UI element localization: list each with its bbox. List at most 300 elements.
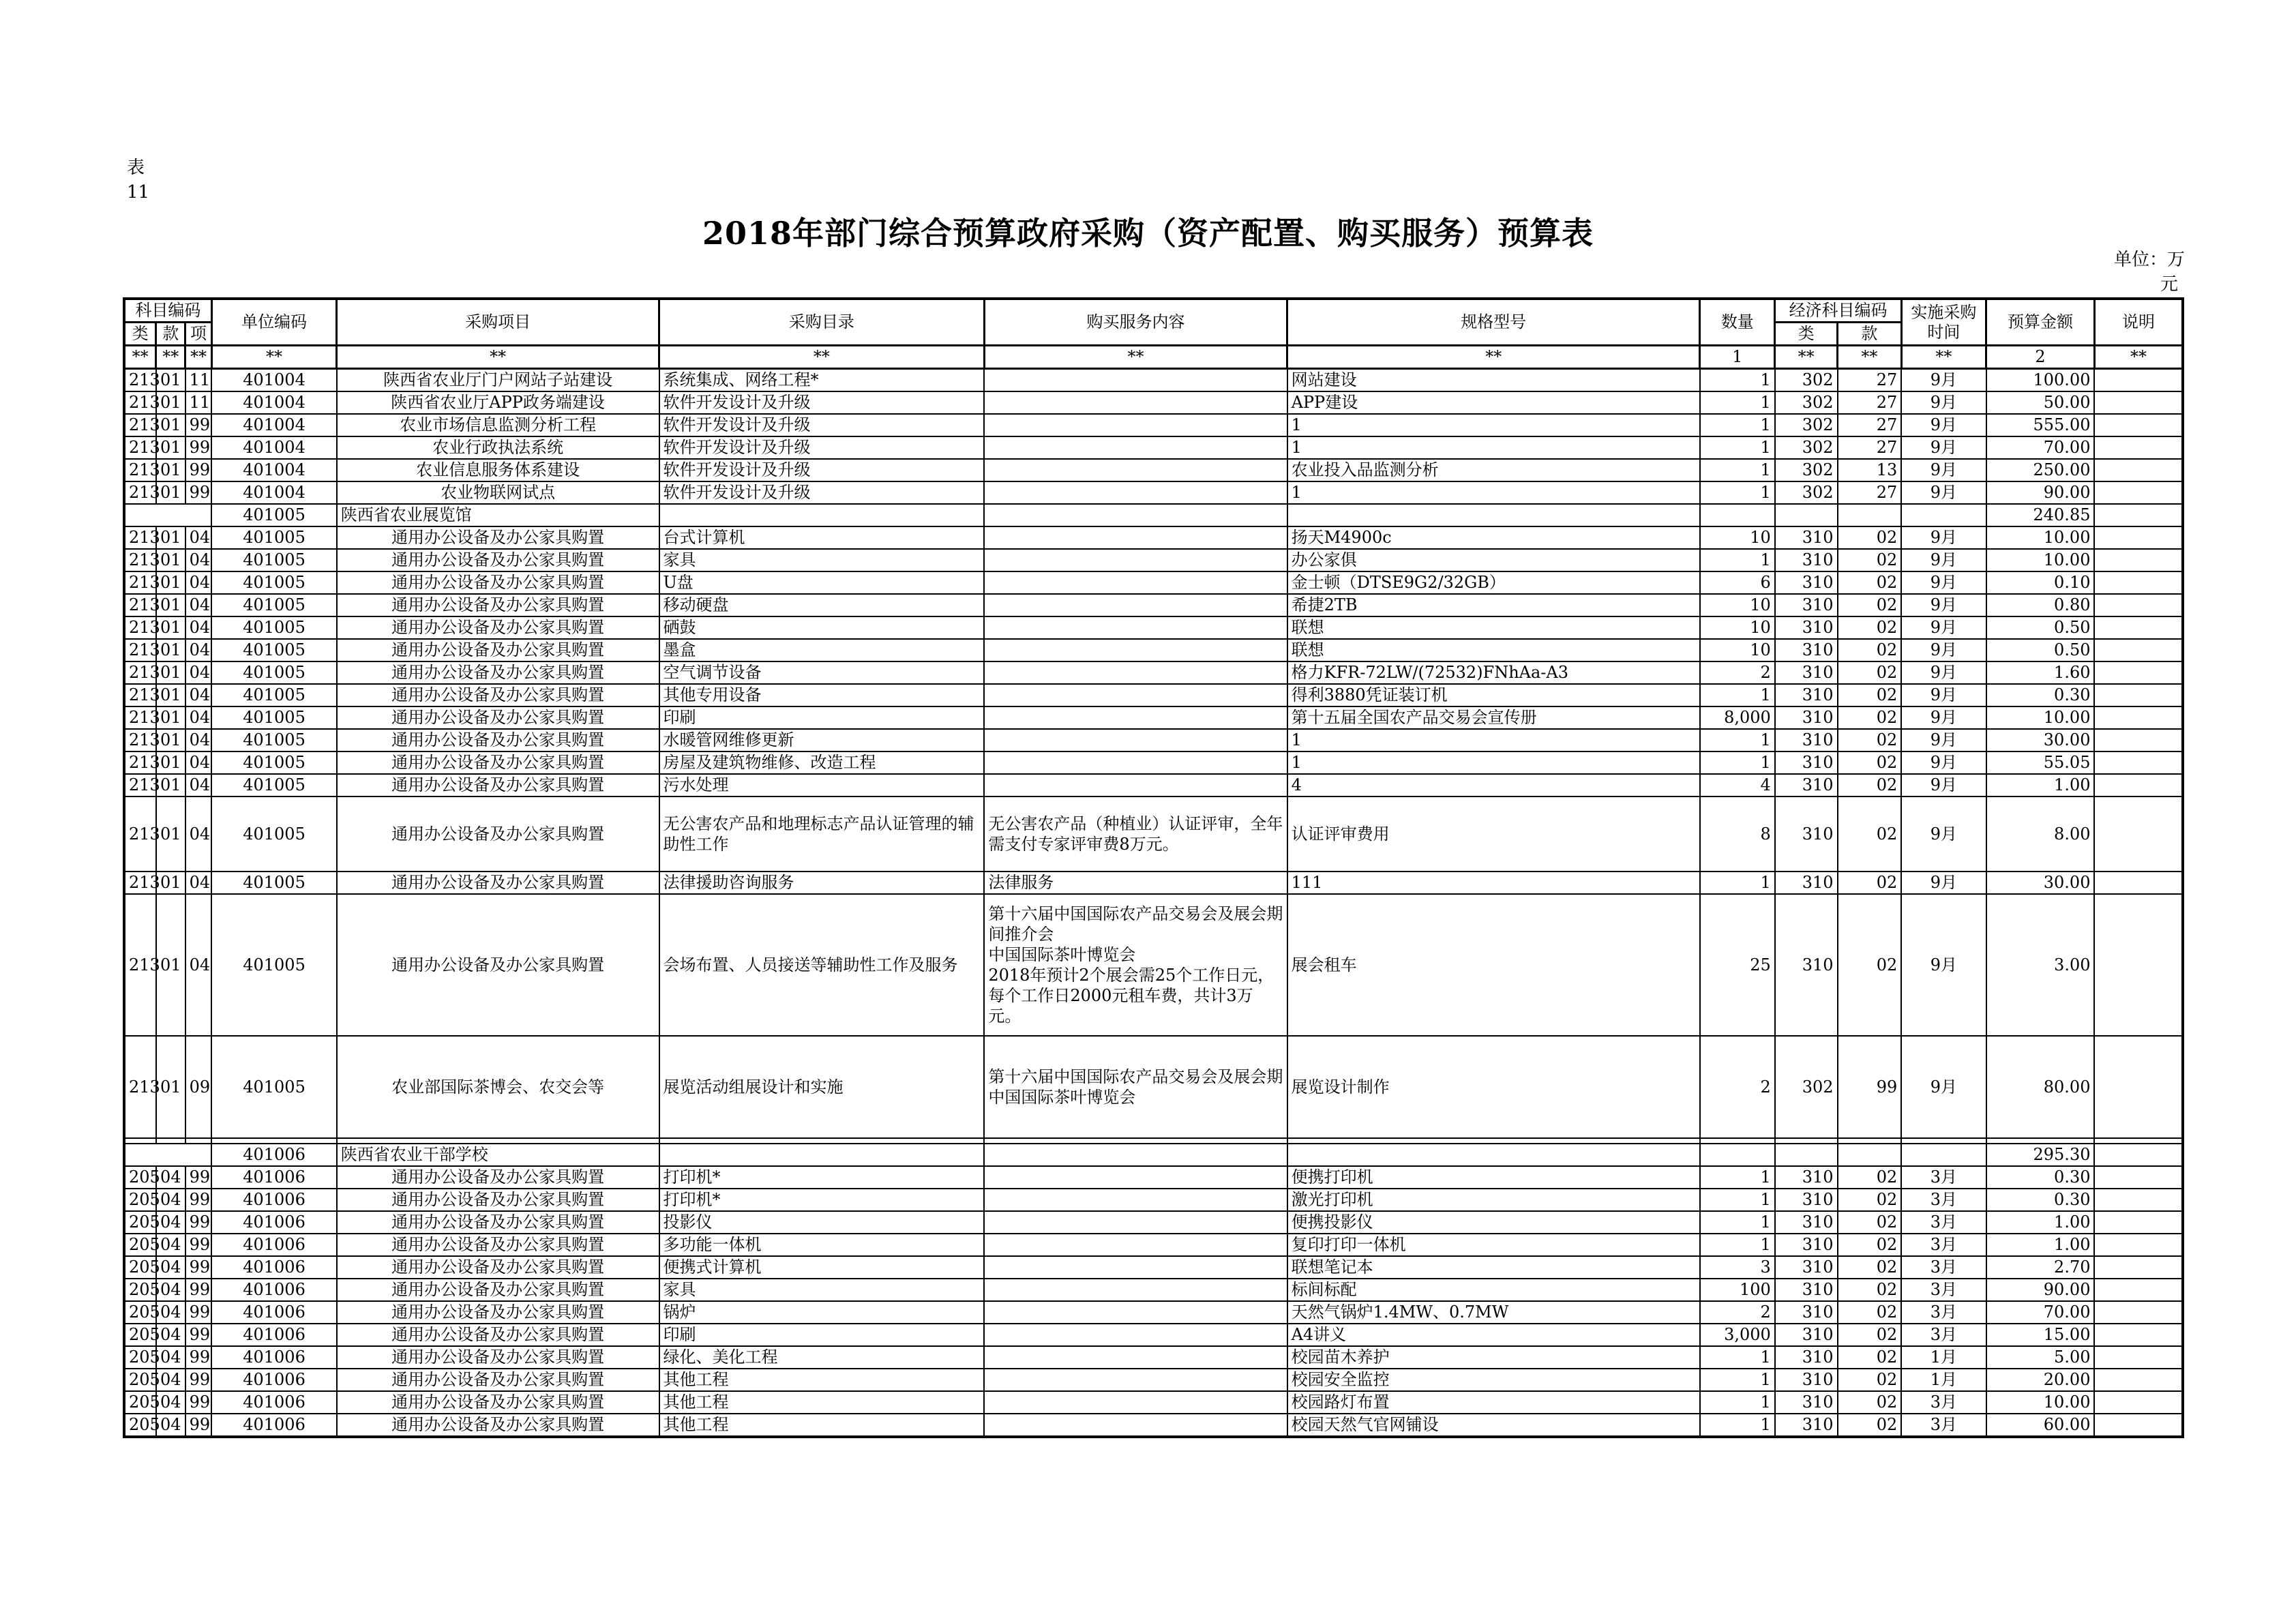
cell-unit: 401004 — [211, 391, 336, 414]
cell-spec: 复印打印一体机 — [1287, 1234, 1700, 1256]
cell-qty: 1 — [1700, 1414, 1775, 1437]
cell-amount: 50.00 — [1986, 391, 2095, 414]
cell-unit: 401004 — [211, 436, 336, 459]
cell-qty: 1 — [1700, 1234, 1775, 1256]
cell-ekuan: 02 — [1838, 1189, 1902, 1211]
cell-xiang: 99 — [185, 1369, 212, 1391]
table-row — [124, 414, 2183, 436]
cell-time: 9月 — [1901, 639, 1986, 661]
cell-service — [984, 729, 1287, 751]
marker-cell: 1 — [1700, 346, 1775, 369]
table-row — [124, 1301, 2183, 1324]
cell-lei: 213 — [124, 436, 156, 459]
cell-catalog: 展览活动组展设计和实施 — [659, 1036, 985, 1138]
marker-row — [124, 346, 2183, 369]
cell-unit: 401005 — [211, 706, 336, 729]
cell-lei: 213 — [124, 481, 156, 504]
cell-catalog: 会场布置、人员接送等辅助性工作及服务 — [659, 894, 985, 1036]
cell-amount: 100.00 — [1986, 369, 2095, 392]
header-lei: 类 — [124, 323, 156, 346]
cell-qty: 1 — [1700, 459, 1775, 481]
cell-time: 3月 — [1901, 1301, 1986, 1324]
cell-ekuan: 27 — [1838, 391, 1902, 414]
cell-kuan: 04 — [156, 1279, 185, 1301]
cell-qty: 1 — [1700, 872, 1775, 894]
cell-time: 9月 — [1901, 796, 1986, 872]
spacer-row — [124, 1138, 2183, 1144]
group-unit-name: 陕西省农业干部学校 — [337, 1144, 659, 1166]
cell-qty: 10 — [1700, 594, 1775, 616]
cell-project: 通用办公设备及办公家具购置 — [337, 729, 659, 751]
cell-time: 3月 — [1901, 1189, 1986, 1211]
cell-note — [2094, 639, 2183, 661]
cell-lei: 213 — [124, 594, 156, 616]
cell-elei: 310 — [1775, 1346, 1838, 1369]
cell-ekuan: 02 — [1838, 526, 1902, 549]
cell-unit: 401004 — [211, 481, 336, 504]
cell-ekuan: 27 — [1838, 436, 1902, 459]
cell-service — [984, 751, 1287, 774]
cell-kuan: 01 — [156, 414, 185, 436]
cell-ekuan: 02 — [1838, 1369, 1902, 1391]
cell-qty: 3 — [1700, 1256, 1775, 1279]
cell-qty: 6 — [1700, 571, 1775, 594]
table-row — [124, 1189, 2183, 1211]
cell-catalog: 软件开发设计及升级 — [659, 391, 985, 414]
table-row — [124, 774, 2183, 796]
cell-ekuan: 02 — [1838, 1391, 1902, 1414]
cell-qty: 1 — [1700, 1391, 1775, 1414]
cell-xiang: 04 — [185, 872, 212, 894]
cell-service — [984, 1234, 1287, 1256]
cell-xiang: 04 — [185, 706, 212, 729]
cell-qty: 25 — [1700, 894, 1775, 1036]
marker-cell: ** — [124, 346, 156, 369]
group-amount: 240.85 — [1986, 504, 2095, 526]
cell-service — [984, 526, 1287, 549]
cell-elei: 310 — [1775, 526, 1838, 549]
cell-kuan: 01 — [156, 1036, 185, 1138]
cell-project: 通用办公设备及办公家具购置 — [337, 571, 659, 594]
cell-project: 通用办公设备及办公家具购置 — [337, 751, 659, 774]
cell-kuan: 01 — [156, 459, 185, 481]
table-label-number: 11 — [127, 182, 150, 203]
group-empty-cell — [659, 1144, 985, 1166]
cell-ekuan: 02 — [1838, 774, 1902, 796]
spacer-cell — [337, 1138, 659, 1144]
cell-time: 9月 — [1901, 894, 1986, 1036]
cell-note — [2094, 1391, 2183, 1414]
marker-cell: ** — [337, 346, 659, 369]
cell-catalog: 家具 — [659, 1279, 985, 1301]
cell-spec: 希捷2TB — [1287, 594, 1700, 616]
cell-spec: 1 — [1287, 481, 1700, 504]
cell-ekuan: 02 — [1838, 594, 1902, 616]
cell-catalog: 印刷 — [659, 706, 985, 729]
cell-kuan: 04 — [156, 1166, 185, 1189]
cell-time: 9月 — [1901, 436, 1986, 459]
table-row — [124, 436, 2183, 459]
header-project: 采购项目 — [337, 299, 659, 346]
cell-time: 9月 — [1901, 526, 1986, 549]
cell-service — [984, 1211, 1287, 1234]
cell-service — [984, 459, 1287, 481]
cell-lei: 205 — [124, 1414, 156, 1437]
header-service: 购买服务内容 — [984, 299, 1287, 346]
cell-amount: 30.00 — [1986, 729, 2095, 751]
table-row — [124, 1324, 2183, 1346]
cell-service — [984, 1256, 1287, 1279]
table-row — [124, 894, 2183, 1036]
cell-time: 9月 — [1901, 684, 1986, 706]
cell-elei: 310 — [1775, 1414, 1838, 1437]
cell-project: 通用办公设备及办公家具购置 — [337, 661, 659, 684]
cell-lei: 213 — [124, 391, 156, 414]
cell-service — [984, 1369, 1287, 1391]
cell-xiang: 99 — [185, 1301, 212, 1324]
cell-project: 通用办公设备及办公家具购置 — [337, 639, 659, 661]
cell-kuan: 04 — [156, 1414, 185, 1437]
cell-project: 通用办公设备及办公家具购置 — [337, 1391, 659, 1414]
table-row — [124, 459, 2183, 481]
cell-ekuan: 27 — [1838, 481, 1902, 504]
cell-ekuan: 02 — [1838, 1211, 1902, 1234]
cell-xiang: 99 — [185, 1189, 212, 1211]
cell-kuan: 01 — [156, 639, 185, 661]
group-unit-name: 陕西省农业展览馆 — [337, 504, 659, 526]
marker-cell: ** — [1775, 346, 1838, 369]
cell-time: 1月 — [1901, 1369, 1986, 1391]
cell-project: 通用办公设备及办公家具购置 — [337, 1256, 659, 1279]
cell-project: 通用办公设备及办公家具购置 — [337, 1414, 659, 1437]
cell-spec: 格力KFR-72LW/(72532)FNhAa-A3 — [1287, 661, 1700, 684]
cell-time: 9月 — [1901, 571, 1986, 594]
cell-elei: 310 — [1775, 1166, 1838, 1189]
cell-note — [2094, 391, 2183, 414]
cell-elei: 310 — [1775, 1369, 1838, 1391]
cell-project: 通用办公设备及办公家具购置 — [337, 1301, 659, 1324]
table-row — [124, 1256, 2183, 1279]
cell-spec: 得利3880凭证装订机 — [1287, 684, 1700, 706]
cell-ekuan: 02 — [1838, 1324, 1902, 1346]
cell-amount: 1.60 — [1986, 661, 2095, 684]
cell-project: 通用办公设备及办公家具购置 — [337, 549, 659, 571]
cell-ekuan: 99 — [1838, 1036, 1902, 1138]
cell-ekuan: 02 — [1838, 684, 1902, 706]
group-empty-cell — [1287, 1144, 1700, 1166]
cell-xiang: 04 — [185, 639, 212, 661]
group-empty-cell — [984, 504, 1287, 526]
cell-service — [984, 1166, 1287, 1189]
cell-time: 9月 — [1901, 661, 1986, 684]
cell-project: 通用办公设备及办公家具购置 — [337, 796, 659, 872]
header-econ-code: 经济科目编码 — [1775, 299, 1901, 323]
cell-lei: 205 — [124, 1369, 156, 1391]
cell-service — [984, 1346, 1287, 1369]
cell-spec: A4讲义 — [1287, 1324, 1700, 1346]
spacer-cell — [156, 1138, 185, 1144]
cell-xiang: 04 — [185, 661, 212, 684]
cell-xiang: 99 — [185, 1279, 212, 1301]
cell-catalog: 硒鼓 — [659, 616, 985, 639]
group-note — [2094, 504, 2183, 526]
cell-xiang: 99 — [185, 1256, 212, 1279]
cell-kuan: 01 — [156, 894, 185, 1036]
cell-xiang: 99 — [185, 1391, 212, 1414]
cell-project: 农业信息服务体系建设 — [337, 459, 659, 481]
header-econ-kuan: 款 — [1838, 323, 1902, 346]
cell-kuan: 01 — [156, 706, 185, 729]
cell-service — [984, 1391, 1287, 1414]
cell-catalog: 水暖管网维修更新 — [659, 729, 985, 751]
header-note: 说明 — [2094, 299, 2183, 346]
cell-amount: 55.05 — [1986, 751, 2095, 774]
header-kuan: 款 — [156, 323, 185, 346]
cell-kuan: 01 — [156, 571, 185, 594]
cell-xiang: 04 — [185, 571, 212, 594]
header-spec: 规格型号 — [1287, 299, 1700, 346]
cell-qty: 10 — [1700, 639, 1775, 661]
cell-time: 9月 — [1901, 549, 1986, 571]
cell-note — [2094, 1189, 2183, 1211]
cell-kuan: 01 — [156, 684, 185, 706]
cell-ekuan: 02 — [1838, 1301, 1902, 1324]
cell-unit: 401006 — [211, 1391, 336, 1414]
cell-xiang: 99 — [185, 1324, 212, 1346]
cell-unit: 401006 — [211, 1346, 336, 1369]
cell-spec: 校园天然气官网铺设 — [1287, 1414, 1700, 1437]
cell-note — [2094, 796, 2183, 872]
cell-catalog: 墨盒 — [659, 639, 985, 661]
cell-elei: 302 — [1775, 436, 1838, 459]
cell-spec: 4 — [1287, 774, 1700, 796]
cell-amount: 2.70 — [1986, 1256, 2095, 1279]
cell-catalog: 印刷 — [659, 1324, 985, 1346]
cell-catalog: 其他工程 — [659, 1391, 985, 1414]
cell-xiang: 99 — [185, 481, 212, 504]
cell-elei: 310 — [1775, 661, 1838, 684]
cell-unit: 401005 — [211, 594, 336, 616]
spacer-cell — [1287, 1138, 1700, 1144]
table-row — [124, 1414, 2183, 1437]
cell-spec: APP建设 — [1287, 391, 1700, 414]
cell-elei: 310 — [1775, 729, 1838, 751]
cell-spec: 激光打印机 — [1287, 1189, 1700, 1211]
cell-lei: 213 — [124, 729, 156, 751]
cell-amount: 0.50 — [1986, 616, 2095, 639]
cell-qty: 1 — [1700, 391, 1775, 414]
spacer-cell — [659, 1138, 985, 1144]
cell-lei: 213 — [124, 639, 156, 661]
cell-spec: 标间标配 — [1287, 1279, 1700, 1301]
cell-time: 3月 — [1901, 1256, 1986, 1279]
cell-lei: 213 — [124, 796, 156, 872]
cell-xiang: 04 — [185, 526, 212, 549]
cell-spec: 校园路灯布置 — [1287, 1391, 1700, 1414]
cell-xiang: 11 — [185, 369, 212, 392]
cell-catalog: 打印机* — [659, 1189, 985, 1211]
cell-unit: 401004 — [211, 414, 336, 436]
cell-service — [984, 594, 1287, 616]
cell-qty: 1 — [1700, 1189, 1775, 1211]
cell-lei: 213 — [124, 706, 156, 729]
cell-unit: 401005 — [211, 661, 336, 684]
marker-cell: ** — [984, 346, 1287, 369]
cell-elei: 310 — [1775, 1391, 1838, 1414]
cell-catalog: 投影仪 — [659, 1211, 985, 1234]
cell-amount: 10.00 — [1986, 526, 2095, 549]
cell-note — [2094, 894, 2183, 1036]
cell-kuan: 01 — [156, 391, 185, 414]
cell-project: 陕西省农业厅门户网站子站建设 — [337, 369, 659, 392]
cell-note — [2094, 571, 2183, 594]
cell-elei: 310 — [1775, 1234, 1838, 1256]
cell-service — [984, 1414, 1287, 1437]
cell-kuan: 04 — [156, 1324, 185, 1346]
unit-label: 单位：万 — [2114, 250, 2186, 270]
cell-service — [984, 774, 1287, 796]
cell-xiang: 99 — [185, 459, 212, 481]
cell-amount: 20.00 — [1986, 1369, 2095, 1391]
cell-elei: 302 — [1775, 1036, 1838, 1138]
cell-time: 9月 — [1901, 872, 1986, 894]
cell-elei: 302 — [1775, 391, 1838, 414]
cell-elei: 310 — [1775, 1301, 1838, 1324]
header-xiang: 项 — [185, 323, 212, 346]
cell-qty: 1 — [1700, 436, 1775, 459]
cell-project: 通用办公设备及办公家具购置 — [337, 684, 659, 706]
cell-kuan: 01 — [156, 549, 185, 571]
header-unit-code: 单位编码 — [211, 299, 336, 346]
cell-spec: 第十五届全国农产品交易会宣传册 — [1287, 706, 1700, 729]
cell-time: 1月 — [1901, 1346, 1986, 1369]
cell-elei: 302 — [1775, 481, 1838, 504]
cell-unit: 401004 — [211, 369, 336, 392]
cell-xiang: 99 — [185, 1166, 212, 1189]
cell-lei: 205 — [124, 1256, 156, 1279]
cell-qty: 4 — [1700, 774, 1775, 796]
cell-ekuan: 02 — [1838, 706, 1902, 729]
cell-ekuan: 02 — [1838, 549, 1902, 571]
cell-qty: 1 — [1700, 729, 1775, 751]
cell-unit: 401005 — [211, 571, 336, 594]
table-row — [124, 571, 2183, 594]
cell-project: 通用办公设备及办公家具购置 — [337, 594, 659, 616]
cell-note — [2094, 729, 2183, 751]
cell-spec: 农业投入品监测分析 — [1287, 459, 1700, 481]
cell-xiang: 99 — [185, 1234, 212, 1256]
cell-note — [2094, 872, 2183, 894]
cell-xiang: 04 — [185, 796, 212, 872]
cell-xiang: 04 — [185, 594, 212, 616]
cell-service: 法律服务 — [984, 872, 1287, 894]
spacer-cell — [1986, 1138, 2095, 1144]
cell-lei: 213 — [124, 459, 156, 481]
spacer-cell — [1775, 1138, 1838, 1144]
table-row — [124, 1346, 2183, 1369]
cell-qty: 1 — [1700, 1166, 1775, 1189]
marker-cell: ** — [1901, 346, 1986, 369]
cell-lei: 213 — [124, 872, 156, 894]
cell-kuan: 04 — [156, 1256, 185, 1279]
cell-qty: 3,000 — [1700, 1324, 1775, 1346]
cell-time: 9月 — [1901, 414, 1986, 436]
cell-ekuan: 02 — [1838, 1166, 1902, 1189]
cell-kuan: 01 — [156, 796, 185, 872]
cell-kuan: 01 — [156, 872, 185, 894]
cell-qty: 1 — [1700, 414, 1775, 436]
cell-catalog: 软件开发设计及升级 — [659, 481, 985, 504]
cell-project: 通用办公设备及办公家具购置 — [337, 1234, 659, 1256]
cell-amount: 0.30 — [1986, 1166, 2095, 1189]
cell-elei: 310 — [1775, 894, 1838, 1036]
cell-lei: 213 — [124, 774, 156, 796]
cell-amount: 10.00 — [1986, 1391, 2095, 1414]
cell-ekuan: 02 — [1838, 639, 1902, 661]
cell-service — [984, 391, 1287, 414]
cell-elei: 310 — [1775, 751, 1838, 774]
cell-kuan: 01 — [156, 369, 185, 392]
cell-project: 通用办公设备及办公家具购置 — [337, 616, 659, 639]
cell-time: 9月 — [1901, 616, 1986, 639]
cell-spec: 1 — [1287, 436, 1700, 459]
cell-catalog: 其他工程 — [659, 1369, 985, 1391]
cell-elei: 310 — [1775, 1256, 1838, 1279]
marker-cell: ** — [211, 346, 336, 369]
marker-cell: ** — [1287, 346, 1700, 369]
cell-service — [984, 684, 1287, 706]
cell-ekuan: 02 — [1838, 1346, 1902, 1369]
cell-amount: 90.00 — [1986, 481, 2095, 504]
cell-xiang: 99 — [185, 436, 212, 459]
cell-kuan: 01 — [156, 616, 185, 639]
cell-unit: 401006 — [211, 1211, 336, 1234]
cell-unit: 401005 — [211, 526, 336, 549]
cell-service — [984, 1189, 1287, 1211]
cell-qty: 1 — [1700, 1211, 1775, 1234]
cell-catalog: 法律援助咨询服务 — [659, 872, 985, 894]
cell-unit: 401005 — [211, 616, 336, 639]
cell-ekuan: 02 — [1838, 1414, 1902, 1437]
group-blank-cell — [124, 504, 211, 526]
cell-catalog: 多功能一体机 — [659, 1234, 985, 1256]
cell-catalog: 房屋及建筑物维修、改造工程 — [659, 751, 985, 774]
marker-cell: 2 — [1986, 346, 2095, 369]
cell-unit: 401006 — [211, 1369, 336, 1391]
cell-ekuan: 27 — [1838, 414, 1902, 436]
cell-catalog: 无公害农产品和地理标志产品认证管理的辅助性工作 — [659, 796, 985, 872]
table-body — [124, 369, 2183, 1438]
cell-note — [2094, 1166, 2183, 1189]
cell-xiang: 99 — [185, 1211, 212, 1234]
cell-elei: 310 — [1775, 1211, 1838, 1234]
marker-cell: ** — [1838, 346, 1902, 369]
cell-amount: 0.50 — [1986, 639, 2095, 661]
cell-ekuan: 02 — [1838, 661, 1902, 684]
cell-time: 3月 — [1901, 1391, 1986, 1414]
cell-ekuan: 02 — [1838, 616, 1902, 639]
cell-note — [2094, 459, 2183, 481]
cell-time: 3月 — [1901, 1234, 1986, 1256]
cell-elei: 310 — [1775, 774, 1838, 796]
cell-spec: 1 — [1287, 729, 1700, 751]
cell-lei: 205 — [124, 1301, 156, 1324]
table-row — [124, 616, 2183, 639]
cell-project: 通用办公设备及办公家具购置 — [337, 1324, 659, 1346]
cell-time: 3月 — [1901, 1166, 1986, 1189]
cell-xiang: 09 — [185, 1036, 212, 1138]
group-empty-cell — [1287, 504, 1700, 526]
